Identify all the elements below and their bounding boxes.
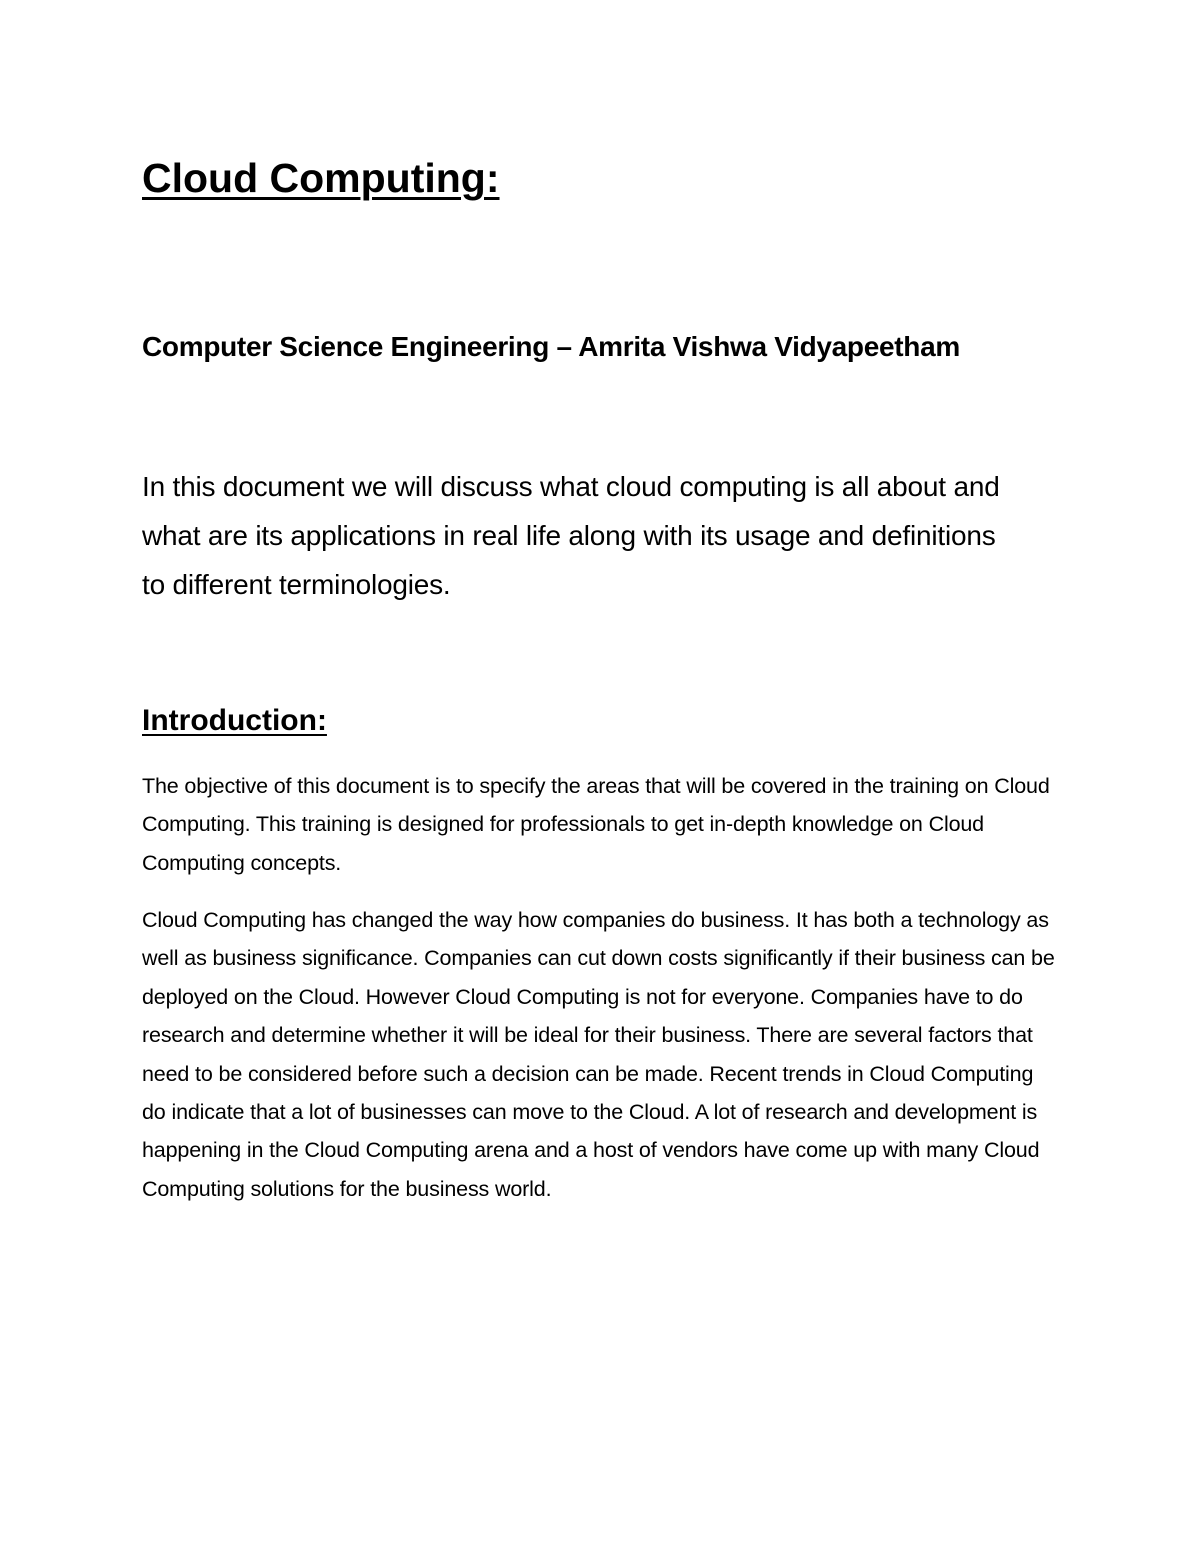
introduction-heading: Introduction:	[142, 704, 327, 737]
document-title: Cloud Computing:	[142, 155, 500, 201]
intro-paragraph: In this document we will discuss what cloud computing is all about and what are its applications in real life along with its usage and definitions to different terminologies.	[142, 471, 1000, 600]
introduction-paragraph-business: Cloud Computing has changed the way how companies do business. It has both a technology as well as business significance. Companies can cut down costs significantly if their business can be deployed on the Cloud. However Cloud Computing is not for everyone. Companies have to do research and determine whether it will be ideal for their business. There are several factors that need to be considered before such a decision can be made. Recent trends in Cloud Computing do indicate that a lot of businesses can move to the Cloud. A lot of research and development is happening in the Cloud Computing arena and a host of vendors have come up with many Cloud Computing solutions for the business world.	[142, 908, 1055, 1201]
introduction-paragraph-objective: The objective of this document is to specify the areas that will be covered in the training on Cloud Computing. This training is designed for professionals to get in-depth knowledge on Cloud Computing concepts.	[142, 774, 1050, 875]
document-subtitle: Computer Science Engineering – Amrita Vishwa Vidyapeetham	[142, 331, 960, 362]
